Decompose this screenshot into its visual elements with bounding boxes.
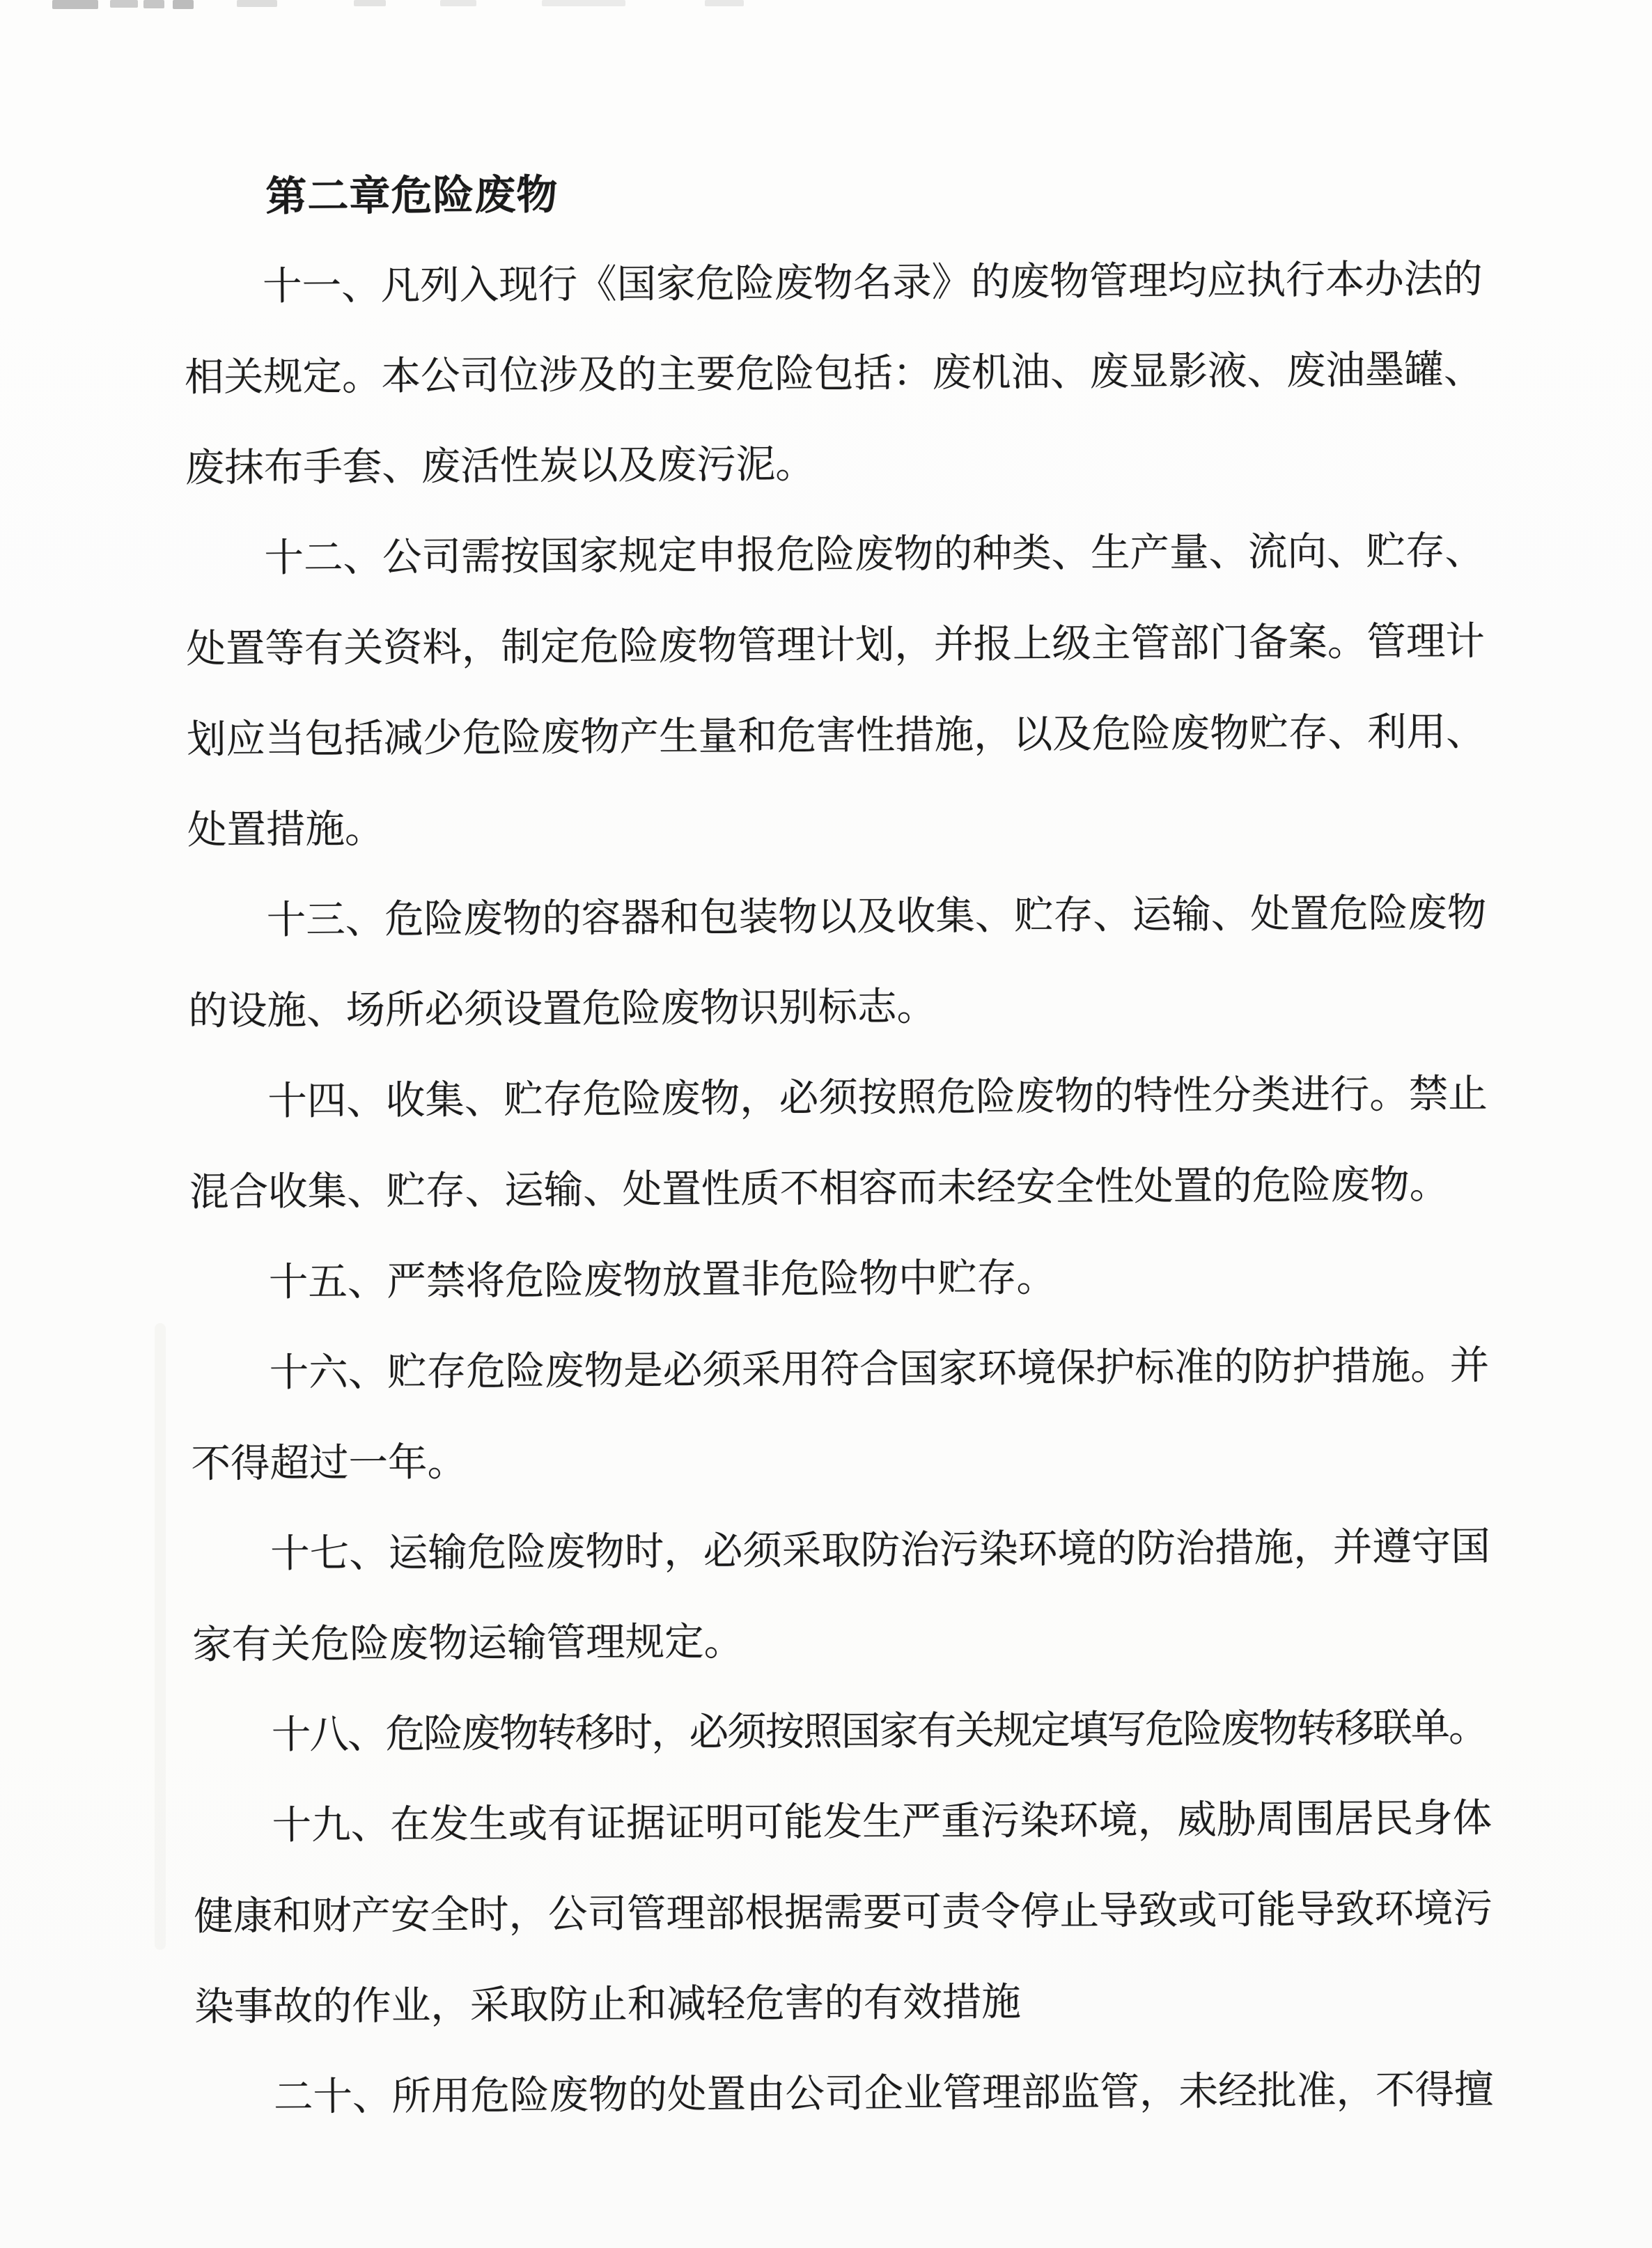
paragraph-13: 十三、危险废物的容器和包装物以及收集、贮存、运输、处置危险废物 的设施、场所必须设置危险废物识别标志。: [188, 891, 1487, 1033]
paragraph-11: 十一、凡列入现行《国家危险废物名录》的废物管理均应执行本办法的 相关规定。本公司位涉及的主要危险包括：废机油、废显影液、废油墨罐、 废抹布手套、废活性炭以及废污泥。: [184, 258, 1483, 490]
scan-artifact: [542, 0, 625, 6]
scan-artifact: [143, 0, 164, 8]
scanner-streak: [155, 1323, 166, 1950]
paragraph-14: 十四、收集、贮存危险废物，必须按照危险废物的特性分类进行。禁止 混合收集、贮存、运输、处置性质不相容而未经安全性处置的危险废物。: [189, 1072, 1488, 1215]
paragraph-15: 十五、严禁将危险废物放置非危险物中贮存。: [268, 1256, 1057, 1305]
chapter-heading: 第二章危险废物: [265, 171, 559, 220]
paragraph-20: 二十、所用危险废物的处置由公司企业管理部监管，未经批准，不得擅: [273, 2068, 1494, 2120]
scan-artifact: [52, 0, 98, 9]
paragraph-17: 十七、运输危险废物时，必须采取防治污染环境的防治措施，并遵守国 家有关危险废物运输管理规定。: [192, 1525, 1490, 1667]
document-text: [183, 144, 1504, 2144]
scan-artifact: [440, 0, 476, 6]
paragraph-19: 十九、在发生或有证据证明可能发生严重污染环境，威胁周围居民身体 健康和财产安全时，公司管理部根据需要可责令停止导致或可能导致环境污 染事故的作业，采取防止和减轻危害的有效措施: [194, 1797, 1493, 2029]
scan-artifact: [705, 0, 744, 6]
scan-artifact: [110, 0, 138, 8]
scan-artifact: [354, 0, 386, 6]
scan-artifact: [173, 0, 194, 9]
scan-artifact: [237, 0, 277, 7]
paragraph-16: 十六、贮存危险废物是必须采用符合国家环境保护标准的防护措施。并 不得超过一年。: [191, 1344, 1490, 1486]
paragraph-18: 十八、危险废物转移时，必须按照国家有关规定填写危险废物转移联单。: [271, 1706, 1487, 1758]
paragraph-12: 十二、公司需按国家规定申报危险废物的种类、生产量、流向、贮存、 处置等有关资料，制定危险废物管理计划，并报上级主管部门备案。管理计 划应当包括减少危险废物产生量和危害性措施，以及危险废物贮存、利用、 处置措施。: [186, 529, 1486, 852]
